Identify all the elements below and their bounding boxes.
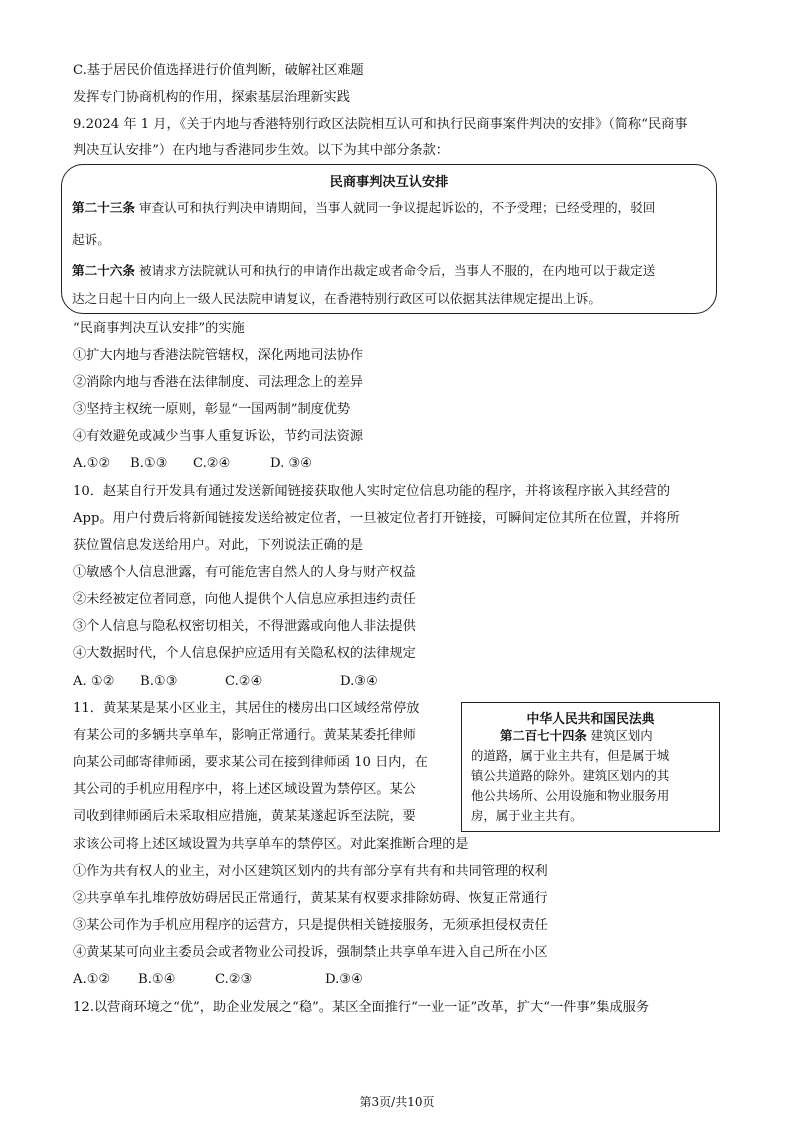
q10-answer-b: B.①③: [140, 674, 178, 689]
q9-option-2: ②消除内地与香港在法律制度、司法理念上的差异: [73, 375, 364, 390]
q11-stem-line-2: 有某公司的多辆共享单车，影响正常通行。黄某某委托律师: [73, 728, 416, 743]
q11-answer-d: D.③④: [325, 972, 363, 987]
article-26-line-2: 达之日起十日内向上一级人民法院申请复议，在香港特别行政区可以依据其法律规定提出上诉。: [72, 291, 601, 306]
q9-stem-line-1: 9.2024 年 1 月，《关于内地与香港特别行政区法院相互认可和执行民商事案件判决的安排》（简称“民商事: [73, 117, 688, 132]
civil-code-box: [461, 702, 720, 832]
q10-answer-c: C.②④: [225, 674, 263, 689]
q11-answer-c: C.②③: [215, 972, 253, 987]
civil-code-text-4: 他公共场所、公用设施和物业服务用: [471, 788, 670, 803]
article-26-line-1: [72, 262, 655, 280]
q10-option-2: ②未经被定位者同意，向他人提供个人信息应承担违约责任: [73, 592, 416, 607]
civil-code-text-2: 的道路，属于业主共有，但是属于城: [471, 748, 670, 763]
q9-stem-line-3: “民商事判决互认安排”的实施: [73, 321, 245, 336]
q9-option-4: ④有效避免或减少当事人重复诉讼，节约司法资源: [73, 429, 364, 444]
q10-stem-line-3: 获位置信息发送给用户。对此，下列说法正确的是: [73, 538, 364, 553]
option-d-line: 发挥专门协商机构的作用，探索基层治理新实践: [73, 90, 350, 105]
q11-option-2: ②共享单车扎堆停放妨碍居民正常通行，黄某某有权要求排除妨碍、恢复正常通行: [73, 891, 548, 906]
q10-option-3: ③个人信息与隐私权密切相关，不得泄露或向他人非法提供: [73, 619, 416, 634]
article-23-line-1: [72, 199, 655, 217]
civil-code-title: 中华人民共和国民法典: [526, 712, 655, 727]
q11-option-1: ①作为共有权人的业主，对小区建筑区划内的共有部分享有共有和共同管理的权利: [73, 864, 548, 879]
q11-stem-line-4: 其公司的手机应用程序中，将上述区域设置为禁停区。某公: [73, 782, 416, 797]
q10-answer-a: A. ①②: [73, 674, 115, 689]
q11-stem-line-1: 11．黄某某是某小区业主，其居住的楼房出口区域经常停放: [73, 701, 420, 716]
civil-code-article: 第二百七十四条: [500, 728, 587, 743]
q9-answer-b: B.①③: [130, 456, 168, 471]
q9-option-3: ③坚持主权统一原则，彰显“一国两制”制度优势: [73, 402, 351, 417]
q11-answer-a: A.①②: [73, 972, 111, 987]
civil-code-text-3: 镇公共道路的除外。建筑区划内的其: [471, 768, 670, 783]
article-23-label: 第二十三条: [72, 200, 135, 215]
q11-stem-line-6: 求该公司将上述区域设置为共享单车的禁停区。对此案推断合理的是: [73, 837, 469, 852]
q10-option-4: ④大数据时代，个人信息保护应适用有关隐私权的法律规定: [73, 646, 416, 661]
q11-option-3: ③某公司作为手机应用程序的运营方，只是提供相关链接服务，无须承担侵权责任: [73, 918, 548, 933]
civil-code-text-1: 建筑区划内: [586, 728, 653, 743]
civil-code-text-5: 房，属于业主共有。: [471, 808, 583, 823]
box-title: 民商事判决互认安排: [329, 175, 449, 190]
q11-stem-line-3: 向某公司邮寄律师函，要求某公司在接到律师函 10 日内，在: [73, 755, 428, 770]
civil-code-article-line: [500, 727, 653, 744]
q10-stem-line-2: App。用户付费后将新闻链接发送给被定位者，一旦被定位者打开链接，可瞬间定位其所在位置，并将所: [73, 511, 680, 526]
q11-option-4: ④黄某某可向业主委员会或者物业公司投诉，强制禁止共享单车进入自己所在小区: [73, 945, 548, 960]
q12-stem-line-1: 12.以营商环境之“优”，助企业发展之“稳”。某区全面推行“一业一证”改革，扩大“一件事”集成服务: [73, 1000, 650, 1015]
q10-stem-line-1: 10．赵某自行开发具有通过发送新闻链接获取他人实时定位信息功能的程序，并将该程序嵌入其经营的: [73, 484, 671, 499]
q9-option-1: ①扩大内地与香港法院管辖权，深化两地司法协作: [73, 348, 364, 363]
q9-answer-c: C.②④: [193, 456, 231, 471]
article-23-text-1: 审查认可和执行判决申请期间，当事人就同一争议提起诉讼的，不予受理；已经受理的，驳回: [134, 200, 656, 215]
article-23-line-2: 起诉。: [72, 232, 110, 247]
q10-option-1: ①敏感个人信息泄露，有可能危害自然人的人身与财产权益: [73, 565, 416, 580]
q10-answer-d: D.③④: [340, 674, 378, 689]
q9-stem-line-2: 判决互认安排”）在内地与香港同步生效。以下为其中部分条款：: [73, 143, 449, 158]
article-26-text-1: 被请求方法院就认可和执行的申请作出裁定或者命令后，当事人不服的，在内地可以于裁定送: [134, 263, 656, 278]
q9-material-box: [61, 164, 717, 314]
article-26-label: 第二十六条: [72, 263, 135, 278]
page-number: 第3页/共10页: [359, 1095, 435, 1109]
q11-stem-line-5: 司收到律师函后未采取相应措施，黄某某遂起诉至法院，要: [73, 809, 416, 824]
q9-answer-d: D. ③④: [270, 456, 313, 471]
q9-answer-a: A.①②: [73, 456, 111, 471]
option-c-line: C.基于居民价值选择进行价值判断，破解社区难题: [73, 63, 364, 78]
q11-answer-b: B.①④: [138, 972, 176, 987]
